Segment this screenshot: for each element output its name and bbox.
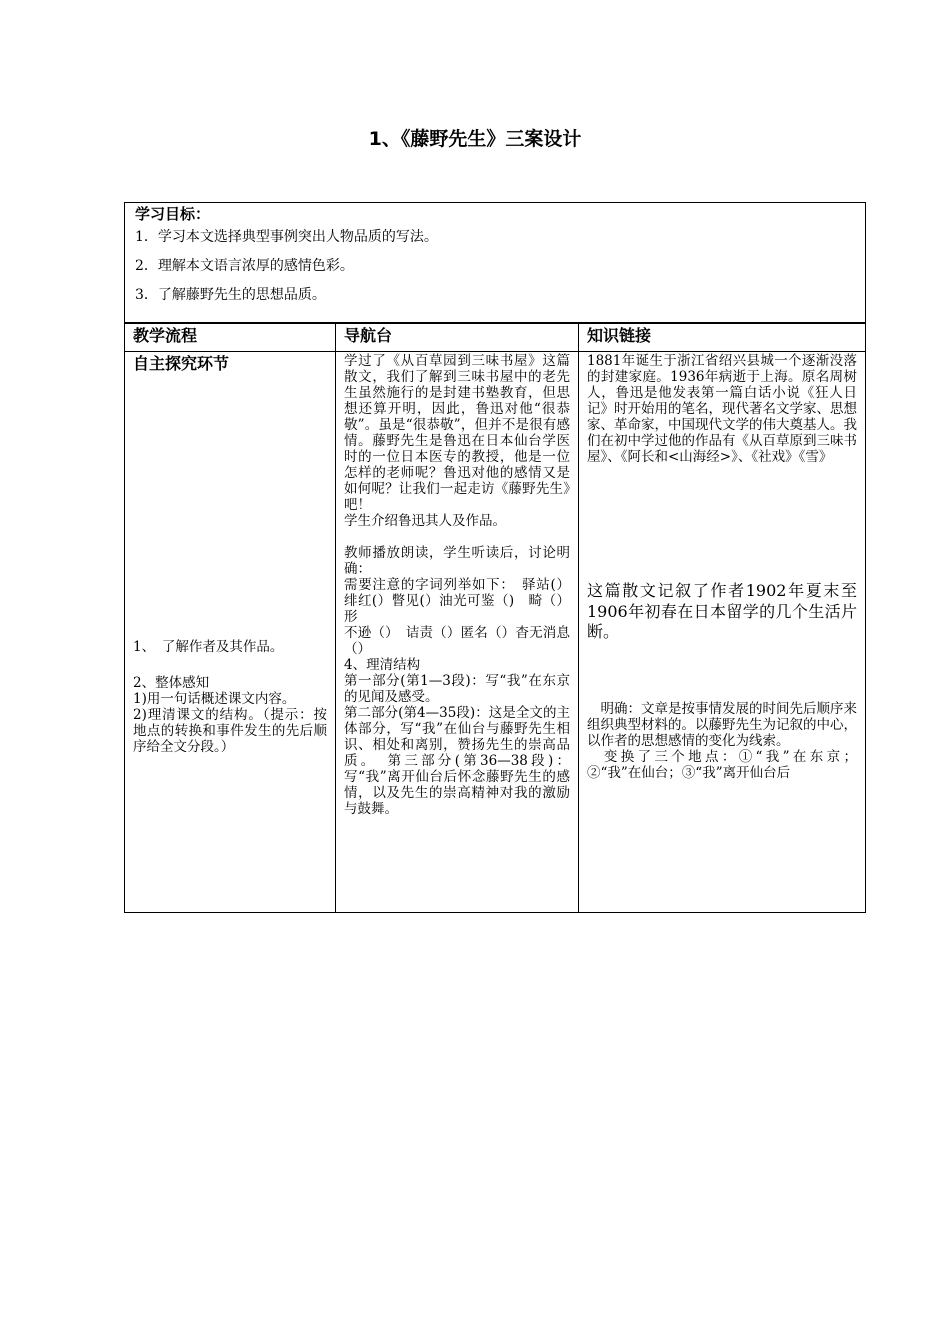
learning-goals bbox=[124, 202, 866, 323]
guide-intro-2: 学生介绍鲁迅其人及作品。 bbox=[344, 513, 506, 529]
guide-structure-title: 4、理清结构 bbox=[344, 657, 421, 673]
section-title: 自主探究环节 bbox=[133, 354, 230, 373]
guide-reading: 教师播放朗读，学生听读后，讨论明确： bbox=[344, 545, 570, 577]
step-overview-title: 2、整体感知 bbox=[133, 675, 210, 691]
goal-item: 1．学习本文选择典型事例突出人物品质的写法。 bbox=[135, 229, 438, 245]
step-overview-b: 2)理清课文的结构。（提示：按地点的转换和事件发生的先后顺序给全文分段。） bbox=[133, 707, 327, 755]
header-knowledge: 知识链接 bbox=[579, 324, 865, 352]
text-summary: 这篇散文记叙了作者1902年夏末至1906年初春在日本留学的几个生活片断。 bbox=[587, 581, 857, 641]
guide-words-2: 不逊（） 诘责（）匿名（）杳无消息（） bbox=[344, 625, 570, 657]
guide-words: 需要注意的字词列举如下： 驿站(）绯红(）瞥见(）油光可鉴（) 畸（）形 bbox=[344, 577, 570, 625]
author-info: 1881年诞生于浙江省绍兴县城一个逐渐没落的封建家庭。1936年病逝于上海。原名周树人，鲁迅是他发表第一篇白话小说《狂人日记》时开始用的笔名，现代著名文学家、思想家、革命家，中国现代文学的伟大奠基人。我们在初中学过他的作品有《从百草原到三味书屋》、《阿长和<山海经>》、《社戏》《雪》 bbox=[587, 353, 857, 465]
guide-part-2: 第二部分(第4—35段)：这是全文的主体部分，写“我”在仙台与藤野先生相识、相处和离别，赞扬先生的崇高品质。 第三部分(第36—38段)：写“我”离开仙台后怀念藤野先生的感情，以及先生的崇高精神对我的激励与鼓舞。 bbox=[344, 705, 570, 817]
clarify-note: 明确：文章是按事情发展的时间先后顺序来组织典型材料的。以藤野先生为记叙的中心，以作者的思想感情的变化为线索。 bbox=[587, 700, 857, 749]
guide-part-1: 第一部分(第1—3段)：写“我”在东京的见闻及感受。 bbox=[344, 673, 570, 705]
step-author: 1、 了解作者及其作品。 bbox=[133, 639, 284, 655]
page-title: 1、《藤野先生》三案设计 bbox=[368, 128, 582, 150]
goal-item: 2．理解本文语言浓厚的感情色彩。 bbox=[135, 258, 354, 274]
goal-item: 3．了解藤野先生的思想品质。 bbox=[135, 287, 326, 303]
step-overview-a: 1)用一句话概述课文内容。 bbox=[133, 691, 296, 707]
places-note: 变换了三个地点：①“我”在东京；②“我”在仙台；③“我”离开仙台后 bbox=[587, 748, 857, 781]
column-knowledge bbox=[579, 324, 865, 912]
header-guide: 导航台 bbox=[336, 324, 578, 352]
guide-intro: 学过了《从百草园到三味书屋》这篇散文，我们了解到三味书屋中的老先生虽然施行的是封建书塾教育，但思想还算开明，因此，鲁迅对他“很恭敬”。虽是“很恭敬”，但并不是很有感情。藤野先生是鲁迅在日本仙台学医时的一位日本医专的教授，他是一位怎样的老师呢？鲁迅对他的感情又是如何呢？让我们一起走访《藤野先生》吧！ bbox=[344, 353, 570, 513]
lesson-table bbox=[124, 323, 866, 913]
column-guide bbox=[336, 324, 579, 912]
goals-heading: 学习目标： bbox=[135, 205, 211, 223]
header-process: 教学流程 bbox=[125, 324, 335, 352]
column-process bbox=[125, 324, 336, 912]
